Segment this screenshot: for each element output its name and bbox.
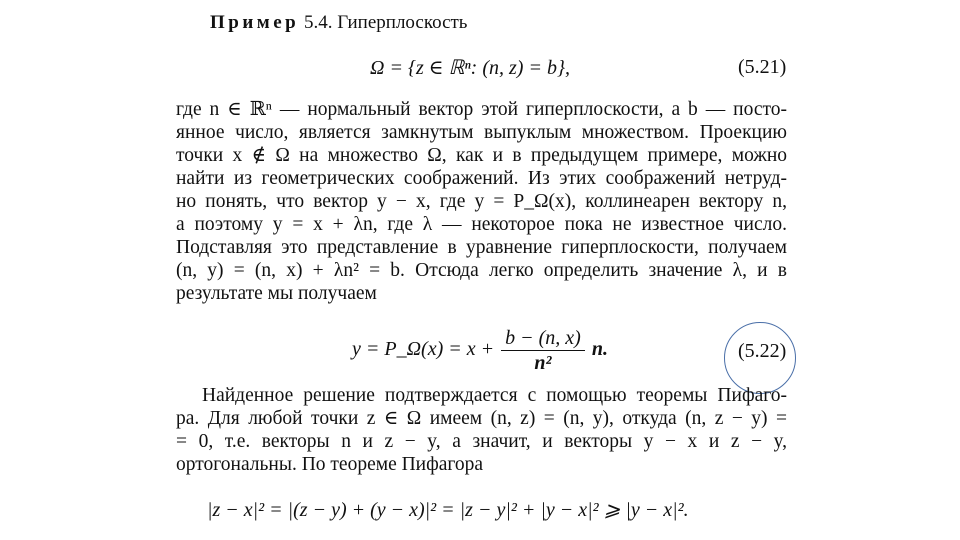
equation-number-5-22: (5.22) (738, 340, 787, 362)
equation-5-22-rhs: n. (591, 338, 608, 360)
paragraph-1-line-4: найти из геометрических соображений. Из этих соображений нетруд- (176, 168, 787, 189)
paragraph-1-line-6: а поэтому y = x + λn, где λ — некоторое пока не известное число. (176, 214, 787, 235)
paragraph-1-line-5: но понять, что вектор y − x, где y = P_Ω(x), коллинеарен вектору n, (176, 191, 787, 212)
example-title: Гиперплоскость (337, 12, 468, 33)
paragraph-1-line-2: янное число, является замкнутым выпуклым множеством. Проекцию (176, 122, 787, 143)
paragraph-2-line-1: Найденное решение подтверждается с помощью теоремы Пифаго- (202, 385, 787, 406)
paragraph-1-line-1: где n ∈ ℝⁿ –– нормальный вектор этой гиперплоскости, а b — посто- (176, 99, 787, 120)
paragraph-1-line-3: точки x ∉ Ω на множество Ω, как и в предыдущем примере, можно (176, 145, 787, 166)
equation-5-22-fraction (501, 327, 585, 374)
equation-5-21: Ω = {z ∈ ℝⁿ: (n, z) = b}, (370, 57, 570, 79)
paragraph-2-line-4: ортогональны. По теореме Пифагора (176, 454, 484, 475)
fraction-numerator: b − (n, x) (501, 327, 585, 351)
example-heading (210, 11, 467, 35)
pythagoras-equation: |z − x|² = |(z − y) + (y − x)|² = |z − y|² + |y − x|² ⩾ |y − x|². (207, 499, 689, 521)
paragraph-1-line-7: Подставляя это представление в уравнение гиперплоскости, получаем (176, 237, 787, 258)
fraction-denominator: n² (534, 351, 552, 374)
paragraph-2-line-2: ра. Для любой точки z ∈ Ω имеем (n, z) = (n, y), откуда (n, z − y) = (176, 408, 787, 429)
equation-number-5-21: (5.21) (738, 56, 787, 78)
example-keyword: Пример (210, 12, 300, 33)
equation-5-22 (352, 326, 608, 374)
paragraph-2-line-3: = 0, т.е. векторы n и z − y, а значит, и векторы y − x и z − y, (176, 431, 787, 452)
paragraph-1-line-9: результате мы получаем (176, 283, 377, 304)
equation-5-22-lhs: y = P_Ω(x) = x + (352, 338, 495, 360)
paragraph-1-line-8: (n, y) = (n, x) + λn² = b. Отсюда легко определить значение λ, и в (176, 260, 787, 281)
example-number: 5.4. (304, 12, 333, 33)
